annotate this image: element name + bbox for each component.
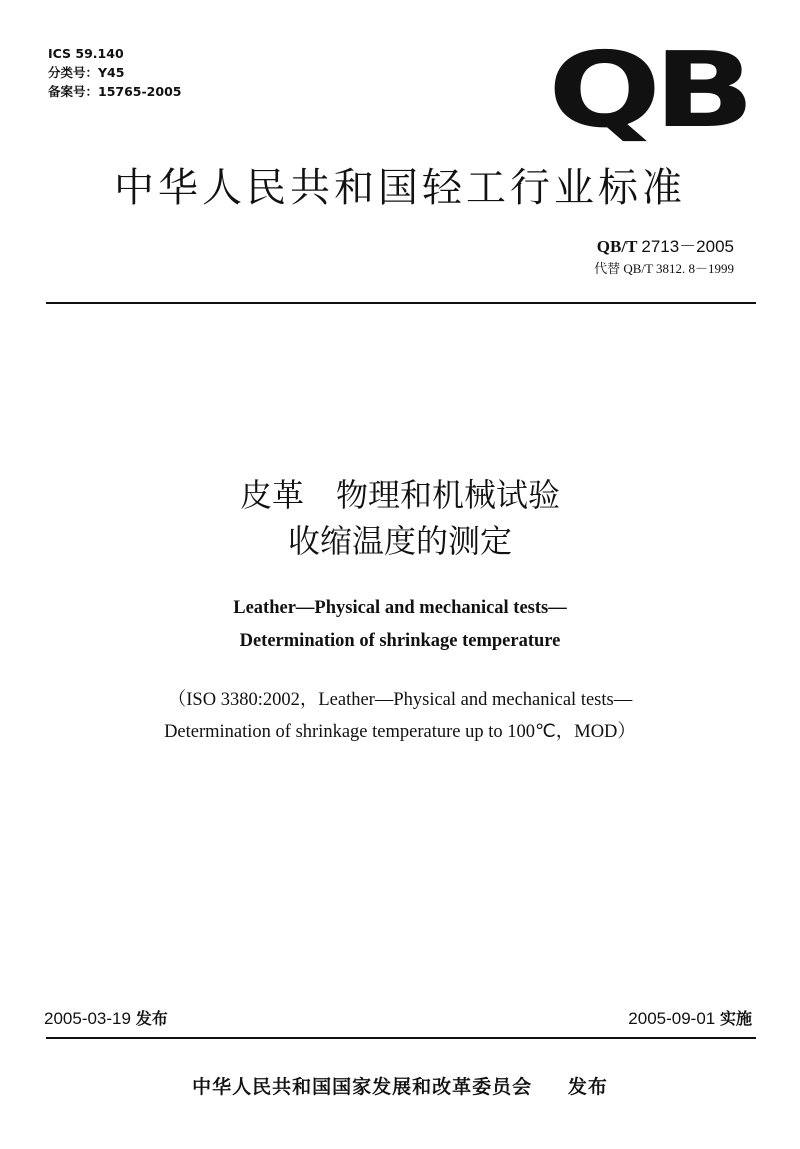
footer-divider (46, 1037, 756, 1039)
standard-code (597, 236, 734, 258)
iso-reference-line2: Determination of shrinkage temperature up to 100℃，MOD） (164, 722, 636, 742)
replaces-standard: 代替 QB/T 3812. 8－1999 (594, 261, 734, 276)
issue-date (44, 1006, 168, 1029)
issuer (0, 1072, 800, 1099)
implementation-date (628, 1006, 752, 1029)
title-en-line1: Leather—Physical and mechanical tests— (233, 598, 567, 618)
org-title: 中华人民共和国轻工行业标准 (114, 165, 686, 211)
title-en-line2: Determination of shrinkage temperature (239, 631, 561, 651)
classification-code: 分类号：Y45 (48, 65, 125, 80)
header-meta (48, 44, 181, 101)
header-divider (46, 302, 756, 304)
issuer-action: 发布 (567, 1076, 608, 1098)
ics-code: ICS 59.140 (48, 46, 124, 61)
iso-reference-line1: （ISO 3380:2002，Leather—Physical and mechanical tests— (167, 690, 633, 710)
qb-logo: QB (548, 29, 748, 151)
impl-date-value: 2005-09-01 (628, 1009, 716, 1028)
issue-label: 发布 (135, 1009, 168, 1028)
issue-date-value: 2005-03-19 (44, 1009, 131, 1028)
standard-number: 2713－2005 (641, 237, 734, 256)
standard-prefix: QB/T (596, 237, 638, 256)
filing-number: 备案号：15765-2005 (48, 84, 182, 99)
issuer-name: 中华人民共和国国家发展和改革委员会 (192, 1076, 533, 1098)
title-cn-line2: 收缩温度的测定 (287, 522, 512, 560)
title-cn-line1: 皮革 物理和机械试验 (239, 476, 560, 514)
impl-label: 实施 (719, 1009, 752, 1028)
